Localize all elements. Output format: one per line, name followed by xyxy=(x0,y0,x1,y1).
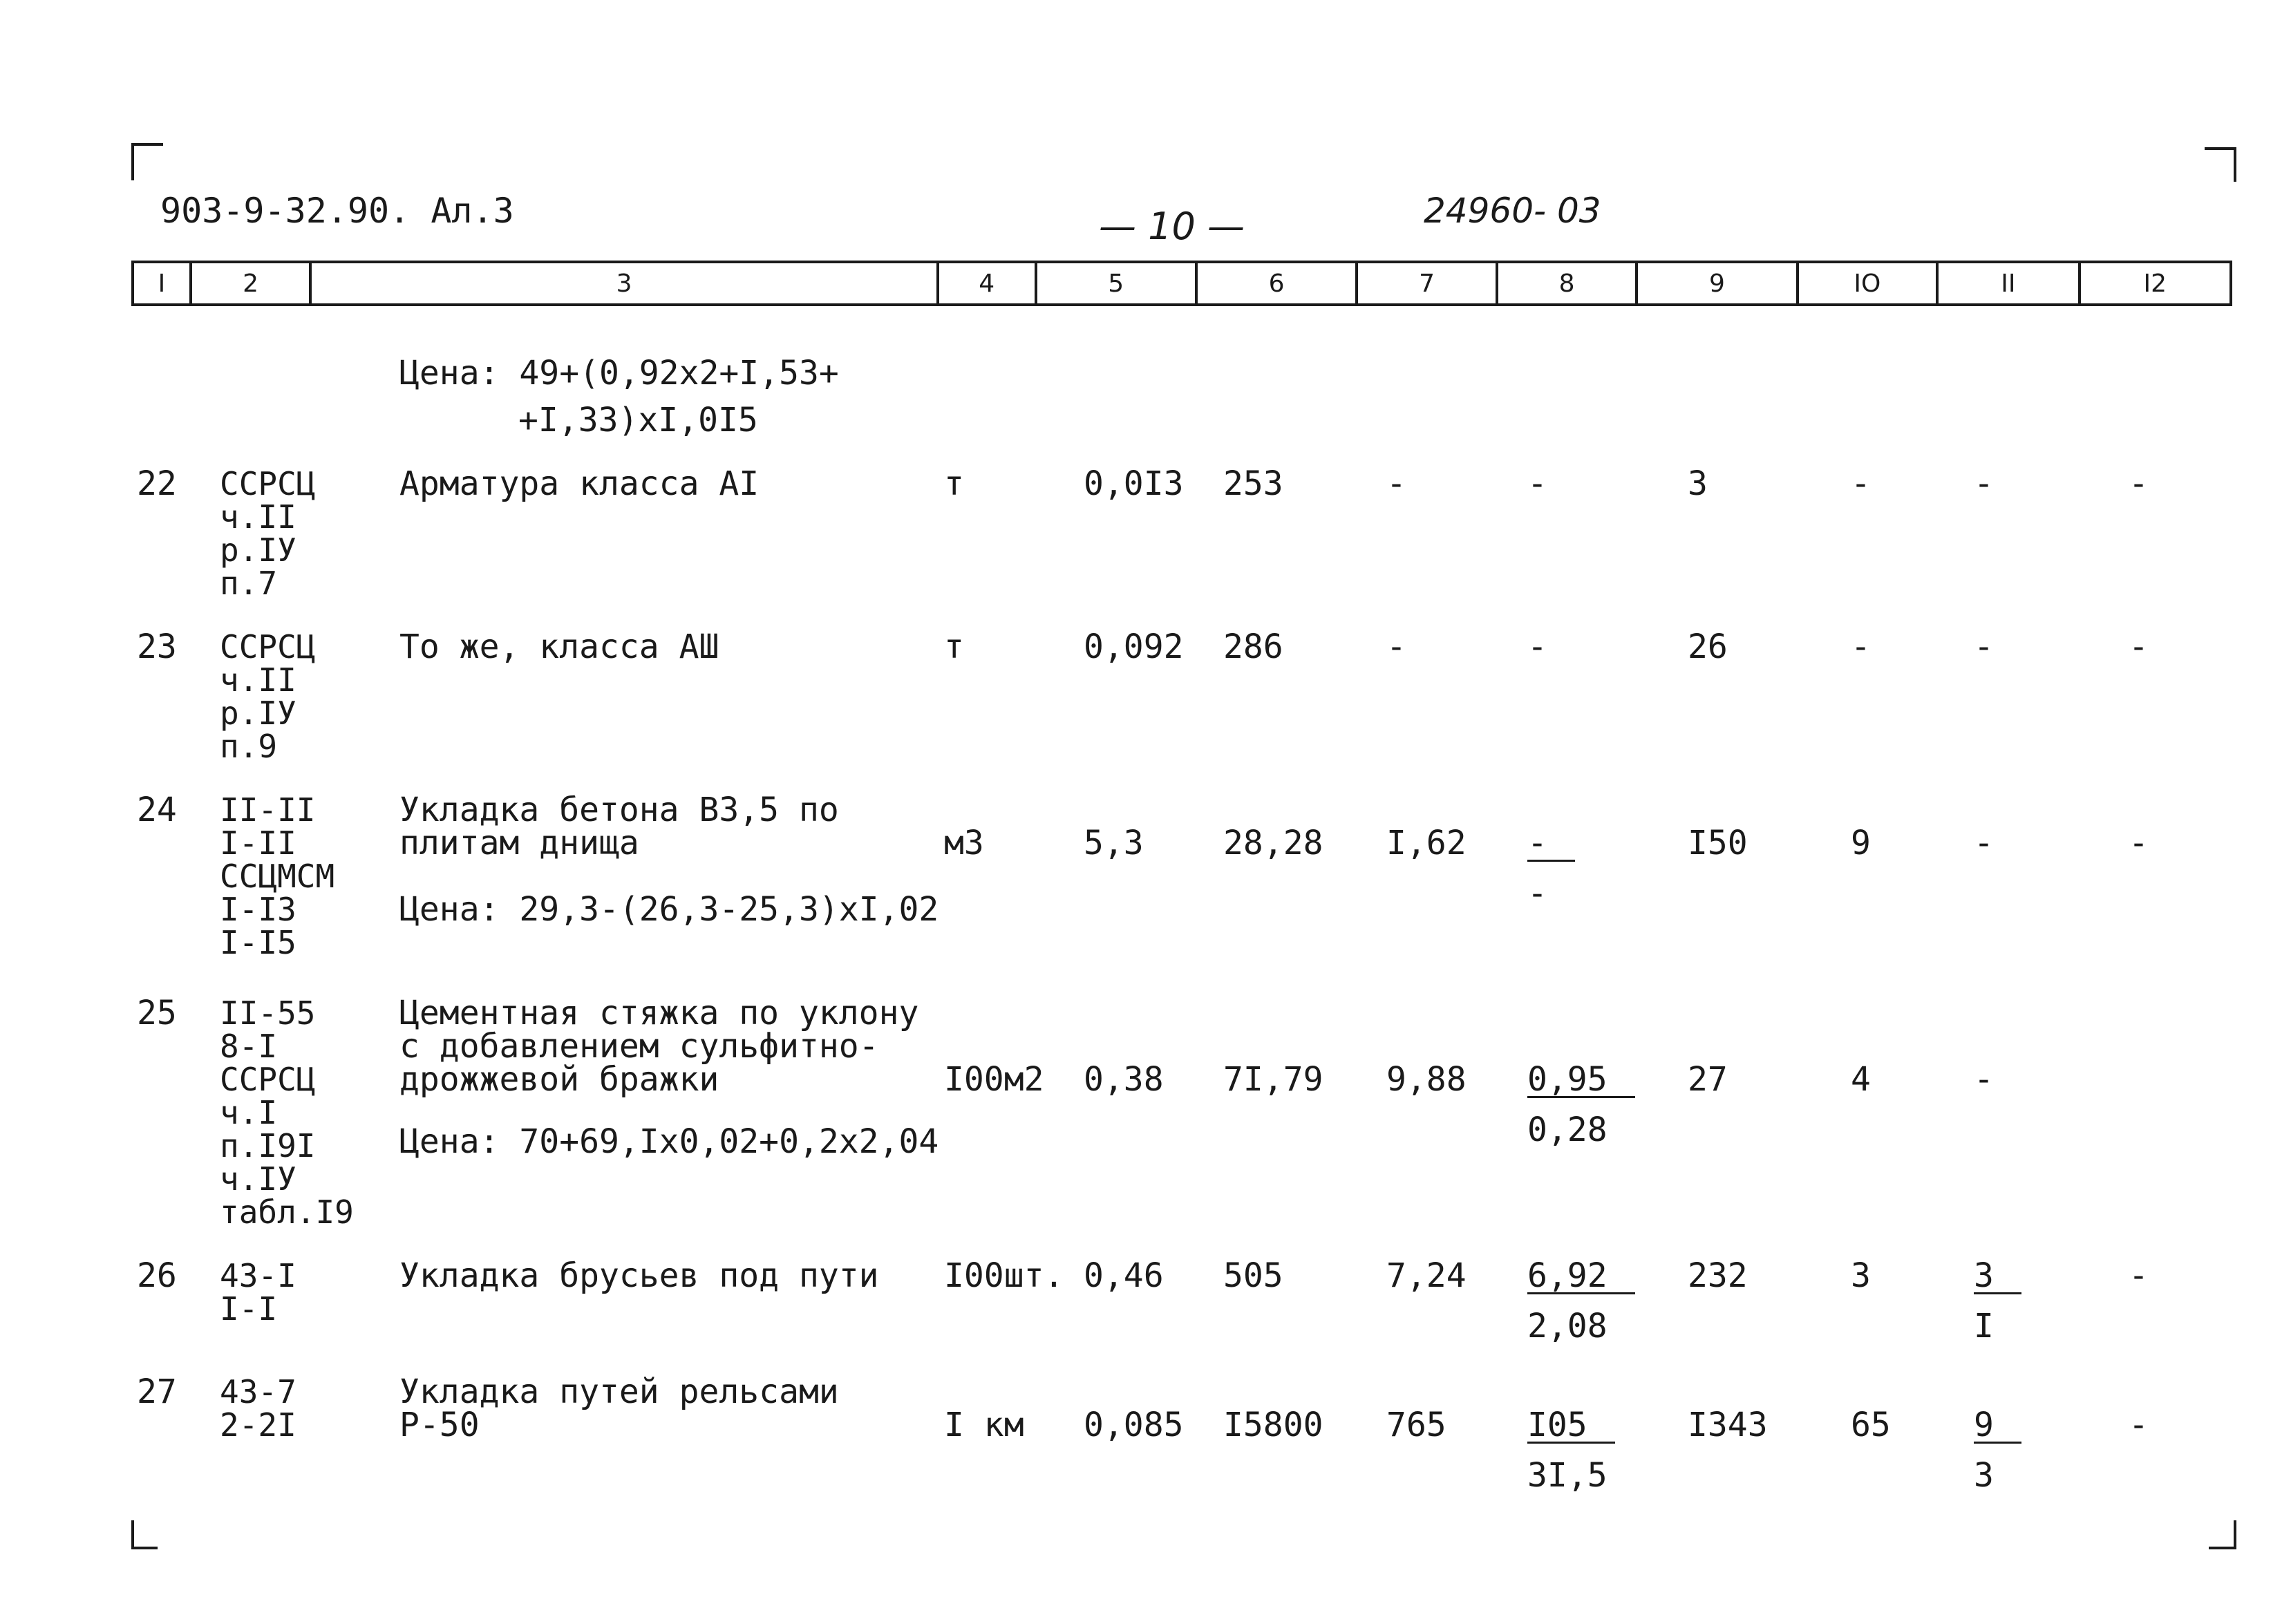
col9-cell: 232 xyxy=(1688,1256,1748,1295)
corner-mark-bottom-left xyxy=(131,1520,158,1549)
col8-fraction-denominator: - xyxy=(1527,874,1547,913)
basis-line: р.IУ xyxy=(220,695,296,732)
work-name-line: Арматура класса АI xyxy=(399,464,760,503)
col9-cell: 3 xyxy=(1688,464,1708,503)
col8-fraction-denominator: 3I,5 xyxy=(1527,1456,1608,1495)
work-name-line: То же, класса АШ xyxy=(399,627,719,666)
row-number: 26 xyxy=(137,1256,177,1295)
basis-line: 43-7 xyxy=(220,1373,296,1410)
col8-fraction xyxy=(1527,1406,1615,1495)
col10-cell: 9 xyxy=(1851,824,1871,862)
basis-line: I-I5 xyxy=(220,924,296,961)
col7-cell: - xyxy=(1386,464,1406,503)
col11-fraction-numerator: 9 xyxy=(1974,1408,2021,1444)
price-formula: Цена: 70+69,Iх0,02+0,2х2,04 xyxy=(399,1122,939,1161)
col10-cell: - xyxy=(1851,464,1871,503)
column-header-7: 7 xyxy=(1358,263,1498,303)
work-name-line: дрожжевой бражки xyxy=(399,1060,719,1099)
unit-cell: I км xyxy=(944,1406,1024,1444)
column-header-8: 8 xyxy=(1498,263,1638,303)
quantity-cell: 0,085 xyxy=(1084,1406,1184,1444)
col10-cell: 3 xyxy=(1851,1256,1871,1295)
basis-line: п.I9I xyxy=(220,1127,316,1164)
document-stamp: 24960- 03 xyxy=(1424,191,1601,231)
col12-cell: - xyxy=(2129,824,2149,862)
col8-fraction-denominator: 2,08 xyxy=(1527,1307,1608,1346)
col11-fraction xyxy=(1974,1256,2021,1346)
col7-cell: - xyxy=(1386,627,1406,666)
column-header-12: I2 xyxy=(2143,269,2167,298)
col10-cell: 65 xyxy=(1851,1406,1891,1444)
basis-line: ССЦМСМ xyxy=(220,858,335,895)
corner-mark-top-left xyxy=(131,143,163,180)
col6-cell: 28,28 xyxy=(1223,824,1323,862)
quantity-cell: 0,46 xyxy=(1084,1256,1164,1295)
column-header-3: 3 xyxy=(312,263,939,303)
column-header-row xyxy=(131,261,2232,306)
col8-fraction-numerator: - xyxy=(1527,827,1575,862)
column-header-4: 4 xyxy=(939,263,1037,303)
row-number: 27 xyxy=(137,1372,177,1411)
col7-cell: 765 xyxy=(1386,1406,1446,1444)
basis-line: ч.II xyxy=(220,498,296,536)
basis-line: 43-I xyxy=(220,1257,296,1294)
col9-cell: I343 xyxy=(1688,1406,1768,1444)
basis-line: табл.I9 xyxy=(220,1193,354,1231)
corner-mark-top-right xyxy=(2205,147,2236,182)
basis-line: II-II xyxy=(220,791,316,829)
basis-line: ССРСЦ xyxy=(220,628,316,665)
col8-fraction-numerator: 6,92 xyxy=(1527,1259,1635,1294)
unit-cell: I00шт. xyxy=(944,1256,1064,1295)
col10-cell: - xyxy=(1851,627,1871,666)
col9-cell: I50 xyxy=(1688,824,1748,862)
col11-cell: - xyxy=(1974,824,1994,862)
col7-cell: I,62 xyxy=(1386,824,1467,862)
col12-cell: - xyxy=(2129,627,2149,666)
basis-line: ч.I xyxy=(220,1094,278,1131)
basis-line: ч.II xyxy=(220,661,296,699)
col6-cell: 505 xyxy=(1223,1256,1283,1295)
quantity-cell: 5,3 xyxy=(1084,824,1144,862)
column-header-11: II xyxy=(1939,263,2080,303)
row-number: 23 xyxy=(137,627,177,666)
unit-cell: т xyxy=(944,464,964,503)
preamble-price-line-1: Цена: 49+(0,92х2+I,53+ xyxy=(399,354,839,393)
col6-cell: 253 xyxy=(1223,464,1283,503)
work-name-line: Укладка брусьев под пути xyxy=(399,1256,879,1295)
col10-cell: 4 xyxy=(1851,1060,1871,1099)
col11-cell: - xyxy=(1974,464,1994,503)
column-header-2: 2 xyxy=(192,263,312,303)
preamble-price-line-2: +I,33)хI,0I5 xyxy=(518,401,758,440)
row-number: 24 xyxy=(137,791,177,829)
page-number: — 10 — xyxy=(1099,205,1245,248)
col11-fraction xyxy=(1974,1406,2021,1495)
column-header-6: 6 xyxy=(1198,263,1358,303)
work-name-line: Укладка бетона В3,5 по xyxy=(399,791,839,829)
col11-cell: - xyxy=(1974,1060,1994,1099)
work-name-line: с добавлением сульфитно- xyxy=(399,1027,879,1066)
col6-cell: I5800 xyxy=(1223,1406,1323,1444)
col8-cell: - xyxy=(1527,627,1547,666)
basis-line: ССРСЦ xyxy=(220,1061,316,1098)
col11-cell: - xyxy=(1974,627,1994,666)
col8-cell: - xyxy=(1527,464,1547,503)
basis-line: 8-I xyxy=(220,1028,278,1065)
price-formula: Цена: 29,3-(26,3-25,3)хI,02 xyxy=(399,890,939,929)
col8-fraction-numerator: 0,95 xyxy=(1527,1063,1635,1098)
col12-cell: - xyxy=(2129,464,2149,503)
work-name-line: Р-50 xyxy=(399,1406,480,1444)
col6-cell: 7I,79 xyxy=(1223,1060,1323,1099)
row-number: 25 xyxy=(137,994,177,1032)
basis-line: I-I3 xyxy=(220,891,296,928)
document-code: 903-9-32.90. Ал.3 xyxy=(160,191,514,231)
col7-cell: 9,88 xyxy=(1386,1060,1467,1099)
col12-cell: - xyxy=(2129,1256,2149,1295)
unit-cell: т xyxy=(944,627,964,666)
basis-line: п.7 xyxy=(220,565,278,602)
unit-cell: м3 xyxy=(944,824,984,862)
corner-mark-bottom-right xyxy=(2209,1520,2236,1549)
column-header-1: I xyxy=(134,263,192,303)
work-name-line: плитам днища xyxy=(399,824,639,862)
basis-line: ч.IУ xyxy=(220,1160,296,1198)
col11-fraction-denominator: 3 xyxy=(1974,1456,1994,1495)
basis-line: р.IУ xyxy=(220,531,296,569)
col6-cell: 286 xyxy=(1223,627,1283,666)
work-name-line: Укладка путей рельсами xyxy=(399,1372,839,1411)
basis-line: I-I xyxy=(220,1290,278,1328)
unit-cell: I00м2 xyxy=(944,1060,1044,1099)
col9-cell: 26 xyxy=(1688,627,1728,666)
basis-line: 2-2I xyxy=(220,1406,296,1444)
basis-line: II-55 xyxy=(220,994,316,1032)
column-header-10: IO xyxy=(1799,263,1939,303)
basis-line: ССРСЦ xyxy=(220,465,316,502)
quantity-cell: 0,38 xyxy=(1084,1060,1164,1099)
col7-cell: 7,24 xyxy=(1386,1256,1467,1295)
column-header-5: 5 xyxy=(1037,263,1198,303)
basis-line: п.9 xyxy=(220,728,278,765)
col8-fraction xyxy=(1527,1256,1635,1346)
col9-cell: 27 xyxy=(1688,1060,1728,1099)
work-name-line: Цементная стяжка по уклону xyxy=(399,994,919,1032)
col8-fraction-numerator: I05 xyxy=(1527,1408,1615,1444)
quantity-cell: 0,0I3 xyxy=(1084,464,1184,503)
col11-fraction-numerator: 3 xyxy=(1974,1259,2021,1294)
col11-fraction-denominator: I xyxy=(1974,1307,1994,1346)
col8-fraction-denominator: 0,28 xyxy=(1527,1111,1608,1149)
col8-fraction xyxy=(1527,1060,1635,1149)
column-header-9: 9 xyxy=(1638,263,1798,303)
col8-fraction xyxy=(1527,824,1575,913)
quantity-cell: 0,092 xyxy=(1084,627,1184,666)
basis-line: I-II xyxy=(220,824,296,862)
row-number: 22 xyxy=(137,464,177,503)
col12-cell: - xyxy=(2129,1406,2149,1444)
